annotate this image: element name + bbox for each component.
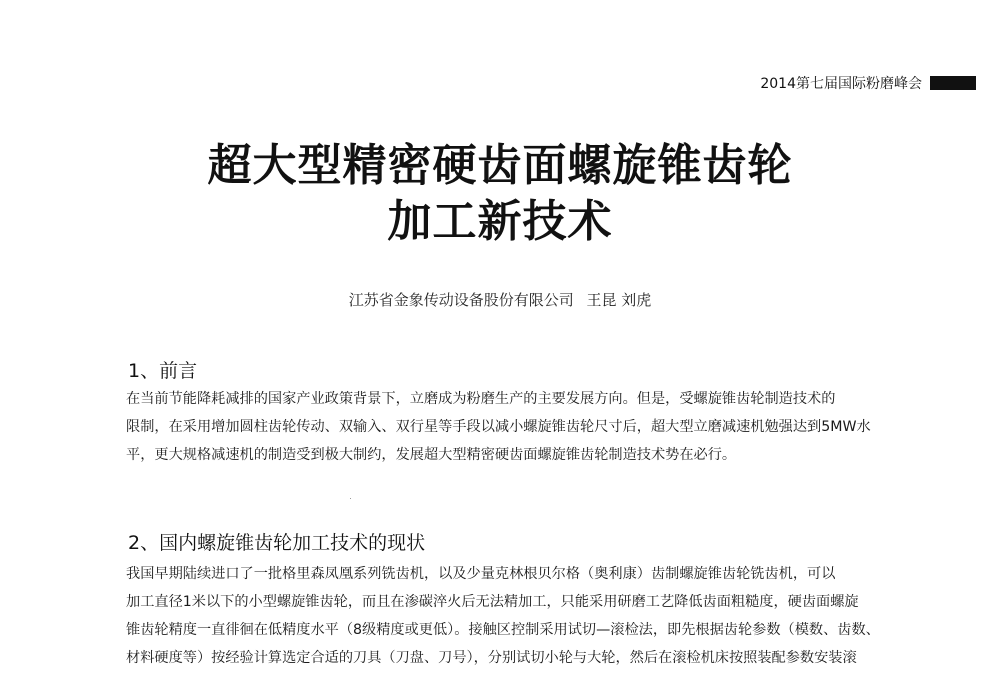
running-header bbox=[760, 73, 976, 93]
paper-title bbox=[0, 138, 1000, 250]
title-line-1: 超大型精密硬齿面螺旋锥齿轮 bbox=[207, 140, 793, 191]
section-heading-2: 2、国内螺旋锥齿轮加工技术的现状 bbox=[128, 532, 426, 554]
section-heading-1: 1、前言 bbox=[128, 360, 198, 382]
paragraph-line: 在当前节能降耗减排的国家产业政策背景下，立磨成为粉磨生产的主要发展方向。但是，受螺旋锥齿轮制造技术的 bbox=[126, 391, 836, 407]
paragraph-line: 我国早期陆续进口了一批格里森凤凰系列铣齿机，以及少量克林根贝尔格（奥利康）齿制螺旋锥齿轮铣齿机，可以 bbox=[126, 566, 836, 582]
title-line-2: 加工新技术 bbox=[387, 196, 613, 247]
section-1-paragraph bbox=[126, 385, 926, 469]
author-line bbox=[0, 289, 1000, 310]
paragraph-line: 平，更大规格减速机的制造受到极大制约，发展超大型精密硬齿面螺旋锥齿轮制造技术势在必行。 bbox=[126, 447, 737, 463]
paragraph-line: 限制，在采用增加圆柱齿轮传动、双输入、双行星等手段以减小螺旋锥齿轮尺寸后，超大型立磨减速机勉强达到5MW水 bbox=[126, 419, 871, 435]
affiliation: 江苏省金象传动设备股份有限公司 bbox=[348, 291, 574, 309]
section-2-paragraph bbox=[126, 560, 926, 672]
paragraph-line: 材料硬度等）按经验计算选定合适的刀具（刀盘、刀号），分别试切小轮与大轮，然后在滚检机床按照装配参数安装滚 bbox=[126, 650, 857, 666]
header-marker-block bbox=[930, 76, 976, 90]
scan-speck bbox=[350, 498, 351, 499]
paragraph-line: 锥齿轮精度一直徘徊在低精度水平（8级精度或更低）。接触区控制采用试切—滚检法，即先根据齿轮参数（模数、齿数、 bbox=[126, 622, 880, 638]
author-names: 王昆 刘虎 bbox=[586, 291, 652, 309]
paragraph-line: 加工直径1米以下的小型螺旋锥齿轮，而且在渗碳淬火后无法精加工，只能采用研磨工艺降低齿面粗糙度，硬齿面螺旋 bbox=[126, 594, 859, 610]
conference-name: 2014第七届国际粉磨峰会 bbox=[760, 76, 922, 92]
